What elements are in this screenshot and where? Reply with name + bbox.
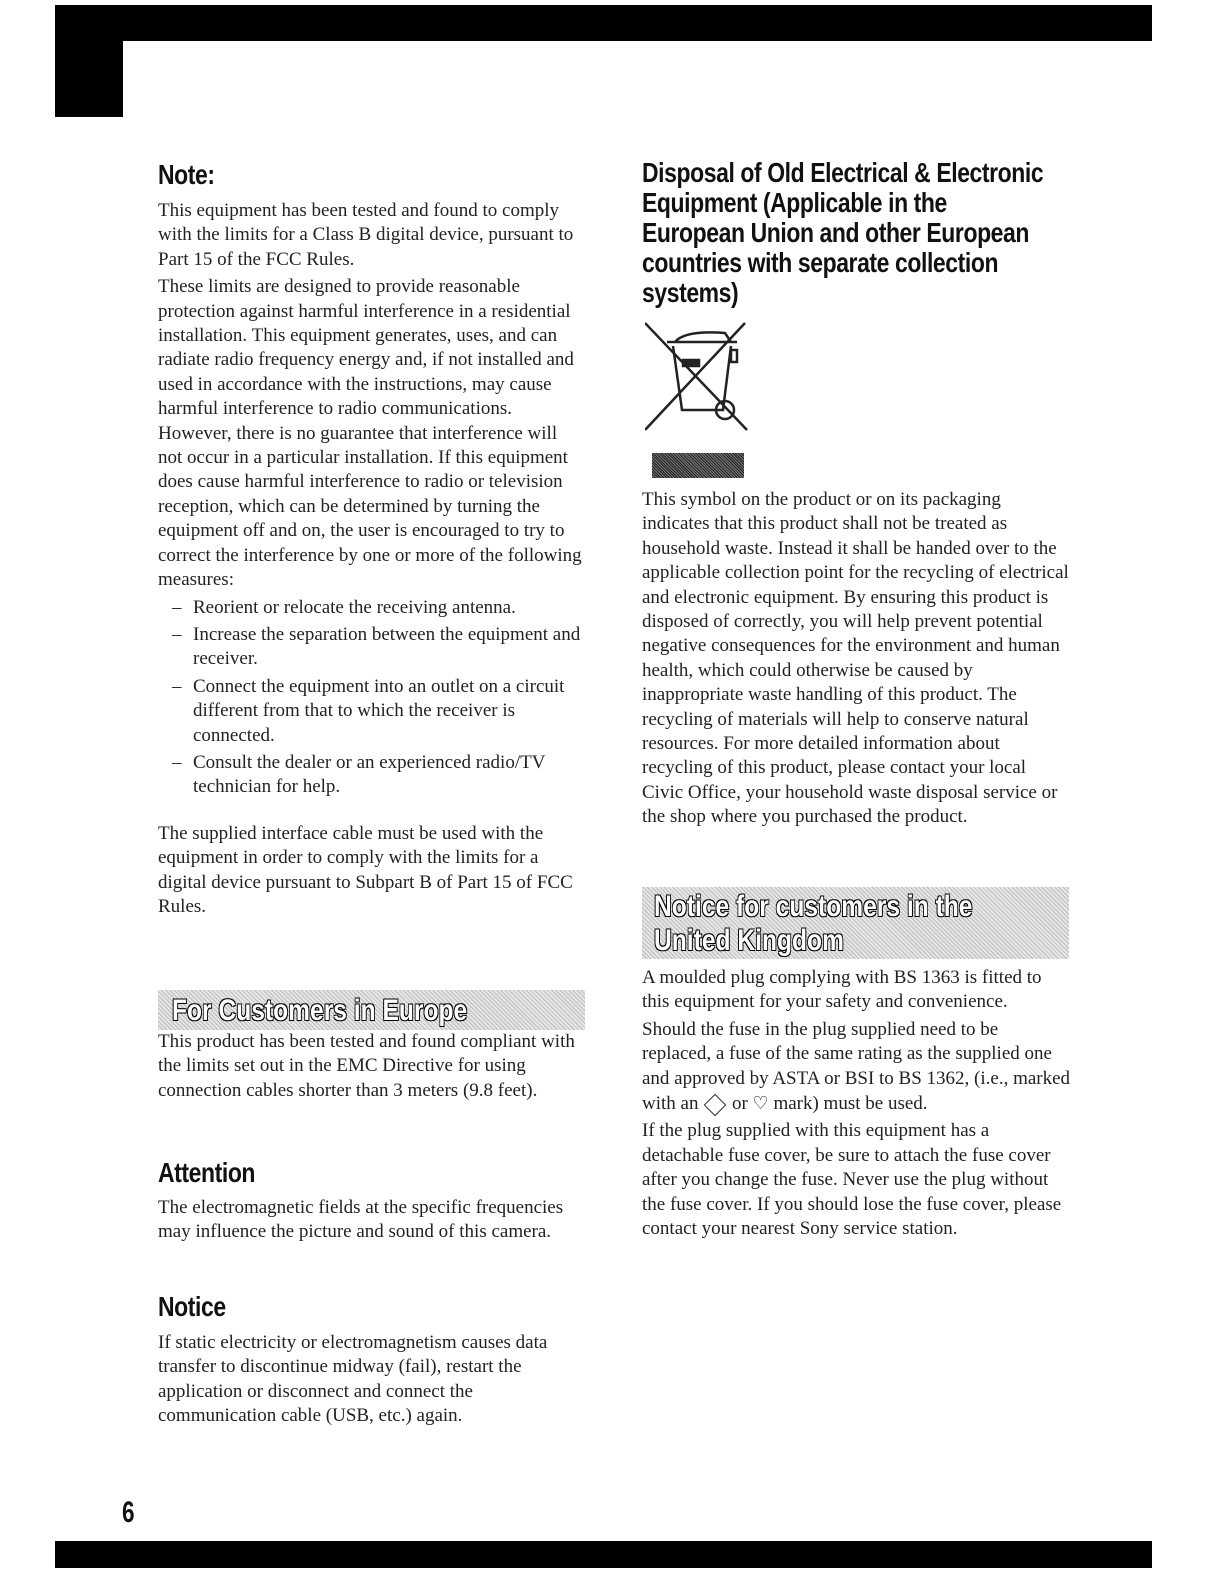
europe-banner-title: For Customers in Europe — [172, 994, 468, 1027]
uk-paragraph: Should the fuse in the plug supplied need to be replaced, a fuse of the same rating as the supplied one and approved by ASTA or BSI to BS 1362, (i.e., marked with an — [642, 1018, 1071, 1115]
bottom-black-bar — [55, 1541, 1152, 1568]
disposal-heading-line: systems) — [642, 277, 739, 308]
uk-paragraph-or: or — [731, 1093, 748, 1115]
uk-banner — [642, 887, 1069, 959]
europe-text: This product has been tested and found compliant with the limits set out in the EMC Directive for using connection cables shorter than 3 meters (9.8 feet). — [158, 1031, 575, 1101]
attention-heading: Attention — [158, 1157, 256, 1188]
europe-banner — [158, 990, 585, 1030]
asta-mark-icon — [704, 1093, 727, 1116]
uk-banner-title: Notice for customers in the — [654, 890, 973, 923]
note-paragraph: These limits are designed to provide reasonable protection against harmful interference in a residential installation. This equipment generates, uses, and can radiate radio frequency energy and, if not installed and used in accordance with the instructions, may cause harmful interference to radio communications. However, there is no guarantee that interference will not occur in a particular installation. If this equipment does cause harmful interference to radio or television reception, which can be determined by turning the equipment off and on, the user is encouraged to try to correct the interference by one or more of the following measures: — [158, 276, 582, 591]
bsi-kitemark-icon: ♡ — [752, 1093, 769, 1114]
black-bar-symbol — [652, 453, 744, 478]
uk-banner-title: United Kingdom — [654, 924, 844, 957]
disposal-heading-line: Equipment (Applicable in the — [642, 187, 947, 218]
attention-text: The electromagnetic fields at the specific frequencies may influence the picture and sound of this camera. — [158, 1197, 564, 1243]
attention-section — [158, 1158, 583, 1245]
disposal-text: This symbol on the product or on its packaging indicates that this product shall not be treated as household waste. Instead it shall be handed over to the applicable collection point for the recycling of electrical and electronic equipment. By ensuring this product is disposed of correctly, you will help prevent potential negative consequences for the environment and human health, which could otherwise be caused by inappropriate waste handling of this product. The recycling of materials will help to conserve natural resources. For more detailed information about recycling of this product, please contact your local Civic Office, your household waste disposal service or the shop where you purchased the product. — [642, 489, 1069, 828]
notice-heading: Notice — [158, 1291, 226, 1322]
list-item: – Connect the equipment into an outlet on a circuit different from that to which the receiver is connected. — [158, 675, 583, 748]
uk-paragraph: A moulded plug complying with BS 1363 is fitted to this equipment for your safety and convenience. — [642, 967, 1042, 1013]
disposal-section — [642, 158, 1072, 308]
disposal-heading-line: Disposal of Old Electrical & Electronic — [642, 157, 1044, 188]
page-number: 6 — [122, 1496, 135, 1529]
note-section — [158, 160, 583, 919]
uk-section — [642, 966, 1072, 1241]
top-black-bar — [55, 5, 1152, 41]
notice-section — [158, 1292, 583, 1429]
disposal-heading-line: countries with separate collection — [642, 247, 999, 278]
measures-list — [158, 596, 583, 800]
note-paragraph: The supplied interface cable must be used with the equipment in order to comply with the limits for a digital device pursuant to Subpart B of Part 15 of FCC Rules. — [158, 822, 573, 917]
disposal-heading-line: European Union and other European — [642, 217, 1030, 248]
uk-paragraph: If the plug supplied with this equipment has a detachable fuse cover, be sure to attach the fuse cover after you change the fuse. Never use the plug without the fuse cover. If you should lose the fuse cover, please contact your nearest Sony service station. — [642, 1120, 1062, 1240]
note-heading: Note: — [158, 159, 215, 190]
section-tab-marker — [55, 5, 123, 117]
note-paragraph: This equipment has been tested and found to comply with the limits for a Class B digital device, pursuant to Part 15 of the FCC Rules. — [158, 200, 574, 270]
list-item: – Consult the dealer or an experienced radio/TV technician for help. — [158, 751, 583, 800]
uk-paragraph: mark) must be used. — [773, 1093, 928, 1115]
crossed-out-wheelie-bin-icon — [645, 320, 755, 435]
list-item: – Increase the separation between the equipment and receiver. — [158, 623, 583, 672]
notice-text: If static electricity or electromagnetism causes data transfer to discontinue midway (fail), restart the application or disconnect and connect the communication cable (USB, etc.) again. — [158, 1332, 548, 1427]
list-item: – Reorient or relocate the receiving antenna. — [158, 596, 583, 620]
